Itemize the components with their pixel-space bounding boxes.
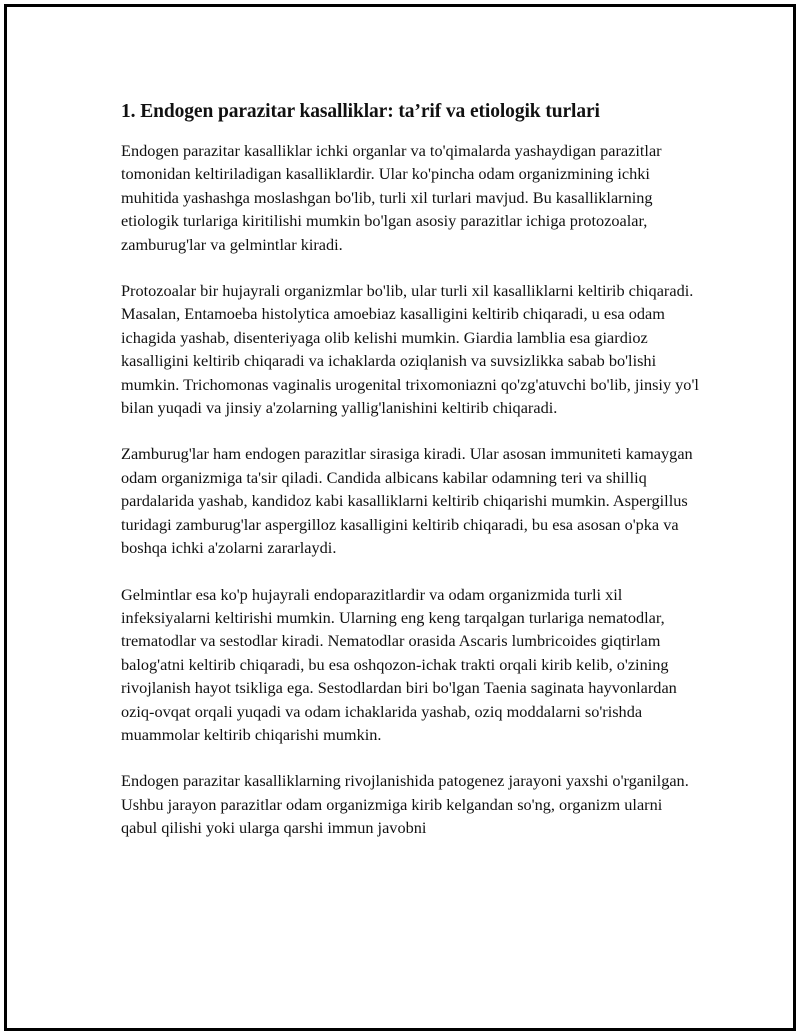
paragraph-helminths: Gelmintlar esa ko'p hujayrali endoparazitlardir va odam organizmida turli xil infeksiyalarni keltirishi mumkin. Ularning eng keng tarqalgan turlariga nematodlar, trematodlar va sestodlar kiradi. Nematodlar orasida Ascaris lumbricoides giqtirlam balog'atni keltirib chiqaradi, bu esa oshqozon-ichak trakti orqali kirib kelib, o'zining rivojlanish hayot tsikliga ega. Sestodlardan biri bo'lgan Taenia saginata hayvonlardan oziq-ovqat orqali yuqadi va odam ichaklarida yashab, oziq moddalarni so'rishda muammolar keltirib chiqarishi mumkin. [121, 584, 677, 744]
section-heading: 1. Endogen parazitar kasalliklar: ta’rif va etiologik turlari [121, 101, 600, 122]
paragraph-definition: Endogen parazitar kasalliklar ichki organlar va to'qimalarda yashaydigan parazitlar tomonidan keltiriladigan kasalliklardir. Ular ko'pincha odam organizmining ichki muhitida yashashga moslashgan bo'lib, turli xil turlari mavjud. Bu kasalliklarning etiologik turlariga kiritilishi mumkin bo'lgan asosiy parazitlar ichiga protozoalar, zamburug'lar va gelmintlar kiradi. [121, 141, 662, 254]
paragraph-protozoa: Protozoalar bir hujayrali organizmlar bo'lib, ular turli xil kasalliklarni keltirib chiqaradi. Masalan, Entamoeba histolytica amoebiaz kasalligini keltirib chiqaradi, u esa odam ichagida yashab, disenteriyaga olib kelishi mumkin. Giardia lamblia esa giardioz kasalligini keltirib chiqaradi va ichaklarda oziqlanish va suvsizlikka sabab bo'lishi mumkin. Trichomonas vaginalis urogenital trixomoniazni qo'zg'atuvchi bo'lib, jinsiy yo'l bilan yuqadi va jinsiy a'zolarning yallig'lanishini keltirib chiqaradi. [121, 281, 699, 418]
paragraph-pathogenesis: Endogen parazitar kasalliklarning rivojlanishida patogenez jarayoni yaxshi o'rganilgan. Ushbu jarayon parazitlar odam organizmiga kirib kelgandan so'ng, organizm ularni qabul qilishi yoki ularga qarshi immun javobni [121, 771, 689, 838]
page-frame [4, 4, 796, 1031]
paragraph-fungi: Zamburug'lar ham endogen parazitlar sirasiga kiradi. Ular asosan immuniteti kamaygan odam organizmiga ta'sir qiladi. Candida albicans kabilar odamning teri va shilliq pardalarida yashab, kandidoz kabi kasalliklarni keltirib chiqarishi mumkin. Aspergillus turidagi zamburug'lar aspergilloz kasalligini keltirib chiqaradi, bu esa asosan o'pka va boshqa ichki a'zolarni zararlaydi. [121, 444, 693, 558]
document-body [121, 99, 701, 863]
